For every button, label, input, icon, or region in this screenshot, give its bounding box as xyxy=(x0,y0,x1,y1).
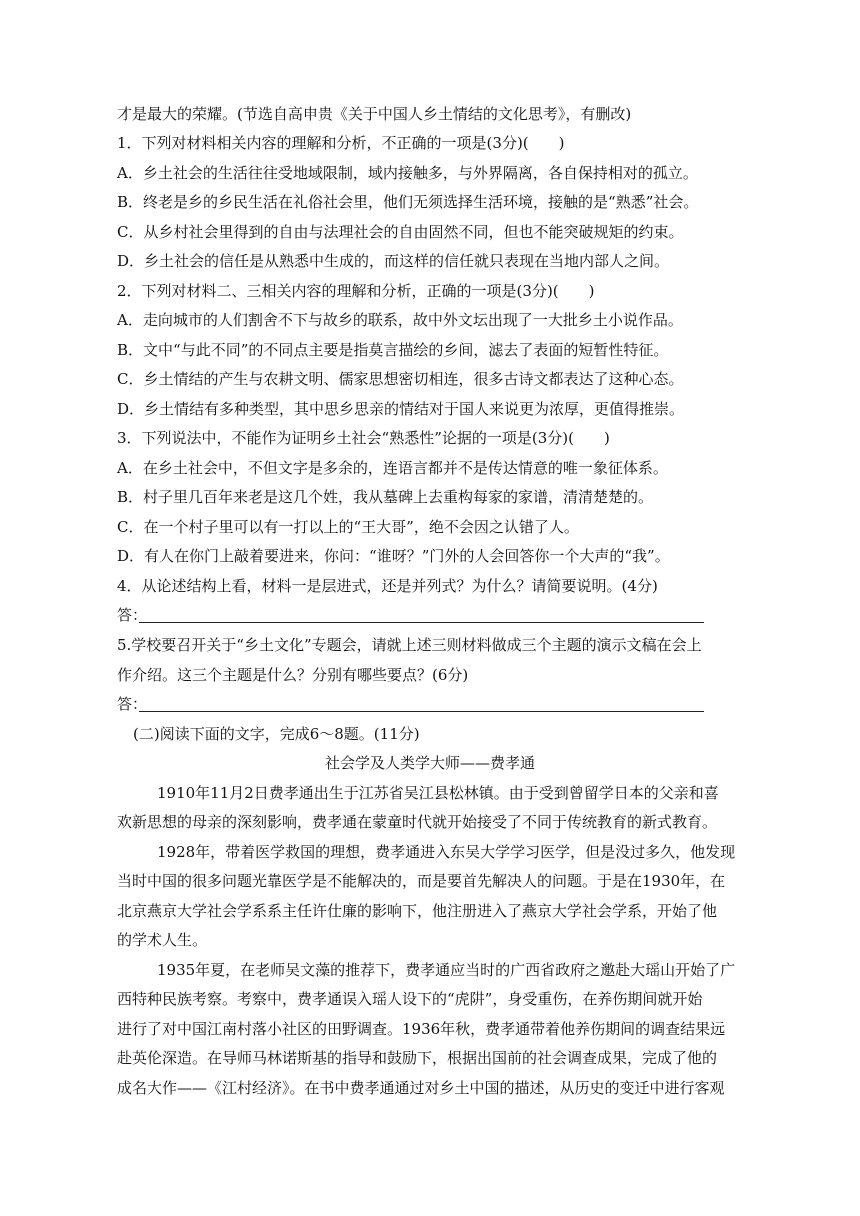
paragraph-3-line-5: 成名大作——《江村经济》。在书中费孝通通过对乡土中国的描述，从历史的变迁中进行客观 xyxy=(117,1079,725,1097)
article-title: 社会学及人类学大师——费孝通 xyxy=(324,754,535,772)
question-3-option-b: B．村子里几百年来老是这几个姓，我从墓碑上去重构每家的家谱，清清楚楚的。 xyxy=(117,488,654,506)
question-1-option-c: C．从乡村社会里得到的自由与法理社会的自由固然不同，但也不能突破规矩的约束。 xyxy=(117,223,684,241)
paragraph-3-line-1: 1935年夏，在老师吴文藻的推荐下，费孝通应当时的广西省政府之邀赴大瑶山开始了广 xyxy=(157,961,736,979)
question-1-option-a: A．乡土社会的生活往往受地域限制，域内接触多，与外界隔离，各自保持相对的孤立。 xyxy=(117,164,698,182)
question-1-option-b: B．终老是乡的乡民生活在礼俗社会里，他们无须选择生活环境，接触的是“熟悉”社会。 xyxy=(117,193,699,211)
paragraph-3-line-2: 西特种民族考察。考察中，费孝通误入瑶人设下的“虎阱”，身受重伤，在养伤期间就开始 xyxy=(117,990,703,1008)
paragraph-2-line-1: 1928年，带着医学救国的理想，费孝通进入东吴大学学习医学，但是没过多久，他发现 xyxy=(157,843,736,861)
paragraph-3-line-3: 进行了对中国江南村落小社区的田野调查。1936年秋，费孝通带着他养伤期间的调查结果远 xyxy=(117,1020,726,1038)
question-2-stem: 2．下列对材料二、三相关内容的理解和分析，正确的一项是(3分)( ) xyxy=(117,282,595,300)
paragraph-3-line-4: 赴英伦深造。在导师马林诺斯基的指导和鼓励下，根据出国前的社会调查成果，完成了他的 xyxy=(117,1049,718,1067)
paragraph-1-line-2: 欢新思想的母亲的深刻影响，费孝通在蒙童时代就开始接受了不同于传统教育的新式教育。 xyxy=(117,813,718,831)
source-note: 才是最大的荣耀。(节选自高申贵《关于中国人乡土情结的文化思考》，有删改) xyxy=(117,105,632,123)
question-1-stem: 1．下列对材料相关内容的理解和分析，不正确的一项是(3分)( ) xyxy=(117,134,565,152)
question-2-option-d: D．乡土情结有多种类型，其中思乡思亲的情结对于国人来说更为浓厚，更值得推崇。 xyxy=(117,400,685,418)
paragraph-2-line-4: 的学术人生。 xyxy=(117,931,208,949)
question-4-answer-label: 答： xyxy=(117,606,148,624)
question-3-option-c: C．在一个村子里可以有一打以上的“王大哥”，绝不会因之认错了人。 xyxy=(117,518,579,536)
question-2-option-a: A．走向城市的人们割舍不下与故乡的联系，故中外文坛出现了一大批乡土小说作品。 xyxy=(117,311,683,329)
question-3-option-a: A．在乡土社会中，不但文字是多余的，连语言都并不是传达情意的唯一象征体系。 xyxy=(117,459,668,477)
question-2-option-c: C．乡土情结的产生与农耕文明、儒家思想密切相连，很多古诗文都表达了这种心态。 xyxy=(117,370,684,388)
paragraph-1-line-1: 1910年11月2日费孝通出生于江苏省吴江县松林镇。由于受到曾留学日本的父亲和喜 xyxy=(157,784,719,802)
question-5-answer-label: 答： xyxy=(117,695,148,713)
paragraph-2-line-3: 北京燕京大学社会学系系主任许仕廉的影响下，他注册进入了燕京大学社会学系，开始了他 xyxy=(117,902,718,920)
question-2-option-b: B．文中“与此不同”的不同点主要是指莫言描绘的乡间，滤去了表面的短暂性特征。 xyxy=(117,341,669,359)
question-1-option-d: D．乡土社会的信任是从熟悉中生成的，而这样的信任就只表现在当地内部人之间。 xyxy=(117,252,670,270)
question-3-option-d: D．有人在你门上敲着要进来，你问：“谁呀？”门外的人会回答你一个大声的“我”。 xyxy=(117,547,670,565)
question-5-stem-line-1: 5.学校要召开关于“乡土文化”专题会，请就上述三则材料做成三个主题的演示文稿在会上 xyxy=(117,636,702,654)
section-2-heading: (二)阅读下面的文字，完成6～8题。(11分) xyxy=(133,725,420,743)
question-4-stem: 4．从论述结构上看，材料一是层进式，还是并列式？为什么？请简要说明。(4分) xyxy=(117,577,658,595)
paragraph-2-line-2: 当时中国的很多问题光靠医学是不能解决的，而是要首先解决人的问题。于是在1930年，在 xyxy=(117,872,726,890)
question-5-stem-line-2: 作介绍。这三个主题是什么？分别有哪些要点？(6分) xyxy=(117,666,469,684)
question-5-answer-line[interactable] xyxy=(139,711,704,712)
question-4-answer-line[interactable] xyxy=(139,622,704,623)
question-3-stem: 3．下列说法中，不能作为证明乡土社会“熟悉性”论据的一项是(3分)( ) xyxy=(117,429,610,447)
